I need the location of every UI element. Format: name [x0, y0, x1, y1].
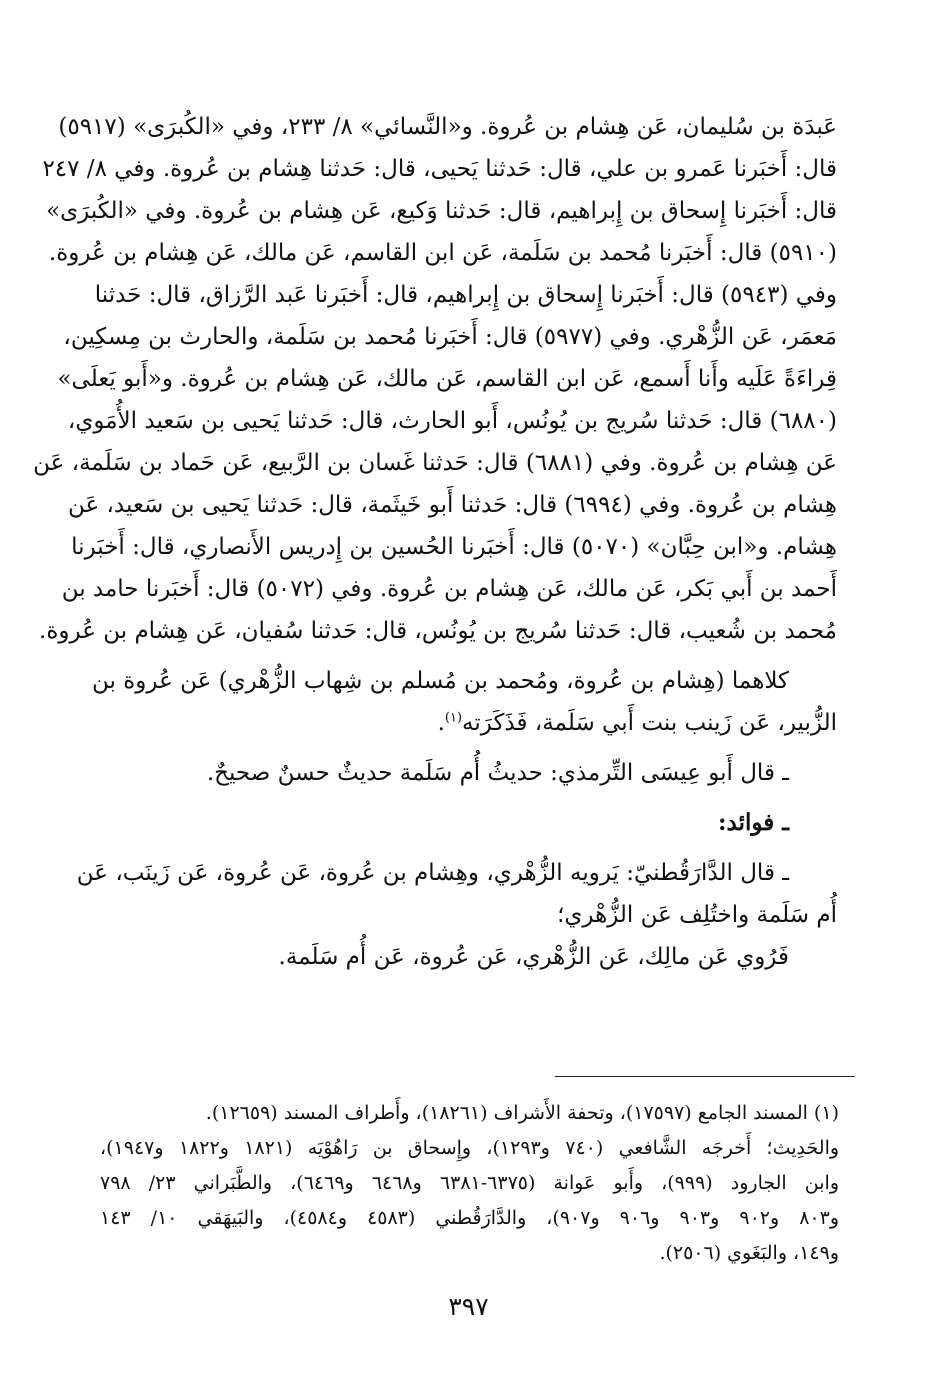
page-number: ٣٩٧	[448, 1292, 489, 1321]
text-line	[100, 702, 837, 744]
footnote-line: و١٤٩، والبَغَوي (٢٥٠٦).	[659, 1242, 839, 1264]
text-line: هِشام. و«ابن حِبَّان» (٥٠٧٠) قال: أَخبَرنا الحُسين بن إِدريس الأَنصاري، قال: أَخبَرنا	[71, 534, 837, 560]
paragraph-gap	[100, 844, 837, 852]
paragraph-tirmidhi-verdict	[100, 752, 837, 794]
text-line: قال: أَخبَرنا إِسحاق بن إِبراهيم، قال: حَدثنا وَكيع، عَن هِشام بن عُروة. وفي «الكُبرَى»	[46, 198, 837, 224]
footnote-divider	[555, 1076, 855, 1077]
text-line: مُحمد بن شُعيب، قال: حَدثنا سُريج بن يُونُس، قال: حَدثنا سُفيان، عَن هِشام بن عُروة.	[39, 618, 837, 644]
text-line: وفي (٥٩٤٣) قال: أَخبَرنا إِسحاق بن إِبراهيم، قال: أَخبَرنا عَبد الرَّزاق، قال: حَدثنا	[94, 282, 837, 308]
text-line: (٦٨٨٠) قال: حَدثنا سُريج بن يُونُس، أَبو الحارث، قال: حَدثنا يَحيى بن سَعيد الأُمَوي،	[67, 408, 837, 434]
paragraph-gap	[100, 794, 837, 802]
text-line: (٥٩١٠) قال: أَخبَرنا مُحمد بن سَلَمة، عَن ابن القاسم، عَن مالك، عَن هِشام بن عُروة.	[48, 240, 837, 266]
paragraph-daraqutni	[76, 852, 837, 978]
footnote-line: و٨٠٣ و٩٠٢ و٩٠٣ و٩٠٦ و٩٠٧)، والدَّارَقُطني (٤٥٨٣ و٤٥٨٤)، والبَيهَقي ١٠/ ١٤٣	[100, 1207, 840, 1229]
footnotes	[100, 1096, 839, 1271]
paragraph-takhrij	[33, 106, 837, 652]
text-line: ـ قال أَبو عِيسَى التِّرمذي: حديثُ أُم سَلَمة حديثٌ حسنٌ صحيحٌ.	[206, 760, 789, 786]
text-line: عَن هِشام بن عُروة. وفي (٦٨٨١) قال: حَدثنا غَسان بن الرَّبيع، عَن حَماد بن سَلَمة، عَن	[33, 450, 837, 476]
footnote-line: وابن الجارود (٩٩٩)، وأَبو عَوانة (٦٣٧٥-٦٣٨١ و٦٤٦٨ و٦٤٦٩)، والطَّبَراني ٢٣/ ٧٩٨	[100, 1172, 839, 1194]
text-line: أُم سَلَمة واختُلِف عَن الزُّهْري؛	[557, 902, 837, 928]
text-line: قِراءَةً عَلَيه وأَنا أَسمع، عَن ابن القاسم، عَن مالك، عَن هِشام بن عُروة. و«أَبو يَعلَى»	[57, 366, 837, 392]
footnote-line: والحَدِيث؛ أَخرجَه الشَّافعي (٧٤٠ و١٢٩٣)، وإِسحاق بن رَاهُوْيَه (١٨٢١ و١٨٢٢ و١٩٤٧)،	[100, 1137, 840, 1159]
text-line: ـ قال الدَّارَقُطنيّ: يَرويه الزُّهْري، وهِشام بن عُروة، عَن عُروة، عَن زَينَب، عَن	[76, 860, 789, 886]
paragraph-isnad-summary	[92, 660, 837, 744]
footnote-line: (١) المسند الجامع (١٧٥٩٧)، وتحفة الأَشراف (١٨٢٦١)، وأَطراف المسند (١٢٦٥٩).	[205, 1102, 839, 1124]
text-line: فَرُوي عَن مالِك، عَن الزُّهْري، عَن عُروة، عَن أُم سَلَمة.	[278, 944, 789, 970]
paragraph-gap	[100, 744, 837, 752]
text-run: الزُّبير، عَن زَينب بنت أَبي سَلَمة، فَذَكَرَته	[462, 710, 837, 736]
paragraph-gap	[100, 652, 837, 660]
main-text	[33, 106, 837, 978]
section-heading-fawaid: ـ فوائد:	[718, 809, 789, 836]
text-line: أَحمد بن أَبي بَكر، عَن مالك، عَن هِشام بن عُروة. وفي (٥٠٧٢) قال: أَخبَرنا حامد بن	[61, 576, 837, 602]
text-line: كلاهما (هِشام بن عُروة، ومُحمد بن مُسلم بن شِهاب الزُّهْري) عَن عُروة بن	[92, 668, 789, 694]
text-run: .	[437, 710, 445, 736]
text-line: هِشام بن عُروة. وفي (٦٩٩٤) قال: حَدثنا أَبو خَيثَمة، قال: حَدثنا يَحيى بن سَعيد، عَن	[67, 492, 837, 518]
text-line: مَعمَر، عَن الزُّهْري. وفي (٥٩٧٧) قال: أَخبَرنا مُحمد بن سَلَمة، والحارث بن مِسكِين،	[63, 324, 837, 350]
footnote-reference[interactable]: (١)	[444, 710, 463, 726]
text-line: عَبدَة بن سُليمان، عَن هِشام بن عُروة. و«النَّسائي» ٨/ ٢٣٣، وفي «الكُبرَى» (٥٩١٧)	[58, 114, 837, 140]
text-line: قال: أَخبَرنا عَمرو بن علي، قال: حَدثنا يَحيى، قال: حَدثنا هِشام بن عُروة. وفي ٨/ ٢٤٧	[42, 156, 837, 182]
